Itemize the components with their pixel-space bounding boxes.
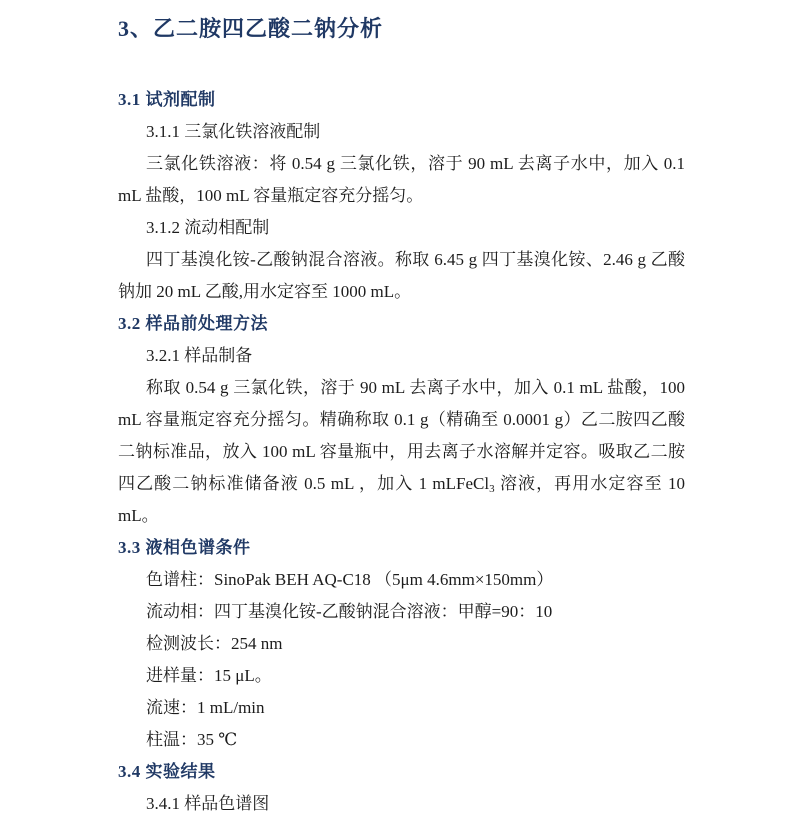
section-heading-3-1: 3.1 试剂配制: [118, 90, 216, 109]
condition-flow-rate: 流速：1 mL/min: [146, 698, 265, 717]
condition-mobile-phase: 流动相：四丁基溴化铵-乙酸钠混合溶液：甲醇=90：10: [146, 602, 553, 621]
section-heading-3-4: 3.4 实验结果: [118, 762, 216, 781]
condition-injection-volume: 进样量：15 μL。: [146, 666, 272, 685]
paragraph-ferric-chloride-solution: 三氯化铁溶液：将 0.54 g 三氯化铁，溶于 90 mL 去离子水中，加入 0.1 mL 盐酸，100 mL 容量瓶定容充分摇匀。: [118, 154, 685, 205]
fecl3-subscript: 3: [489, 483, 495, 495]
paragraph-sample-preparation: [118, 372, 685, 532]
sample-prep-text-cont: 溶液，再用水定容至 10 mL。: [118, 474, 685, 525]
document-title: 3、乙二胺四乙酸二钠分析: [118, 16, 384, 41]
subsection-heading-3-1-2: 3.1.2 流动相配制: [146, 218, 270, 237]
condition-column: 色谱柱：SinoPak BEH AQ-C18 （5μm 4.6mm×150mm）: [146, 570, 554, 589]
section-heading-3-3: 3.3 液相色谱条件: [118, 538, 251, 557]
paragraph-mobile-phase: 四丁基溴化铵-乙酸钠混合溶液。称取 6.45 g 四丁基溴化铵、2.46 g 乙酸钠加 20 mL 乙酸,用水定容至 1000 mL。: [118, 250, 685, 301]
subsection-heading-3-1-1: 3.1.1 三氯化铁溶液配制: [146, 122, 321, 141]
subsection-heading-3-4-1: 3.4.1 样品色谱图: [146, 794, 270, 813]
sample-prep-text: 称取 0.54 g 三氯化铁，溶于 90 mL 去离子水中，加入 0.1 mL 盐酸，100 mL 容量瓶定容充分摇匀。精确称取 0.1 g（精确至 0.0001 g）乙二胺四乙酸二钠标准品，放入 100 mL 容量瓶中，用去离子水溶解并定容。吸取乙二胺四乙酸二钠标准储备液 0.5 mL ，加入 1 mLFeCl: [118, 378, 685, 493]
subsection-heading-3-2-1: 3.2.1 样品制备: [146, 346, 253, 365]
condition-column-temperature: 柱温：35 ℃: [146, 730, 238, 749]
section-heading-3-2: 3.2 样品前处理方法: [118, 314, 268, 333]
condition-detection-wavelength: 检测波长：254 nm: [146, 634, 283, 653]
